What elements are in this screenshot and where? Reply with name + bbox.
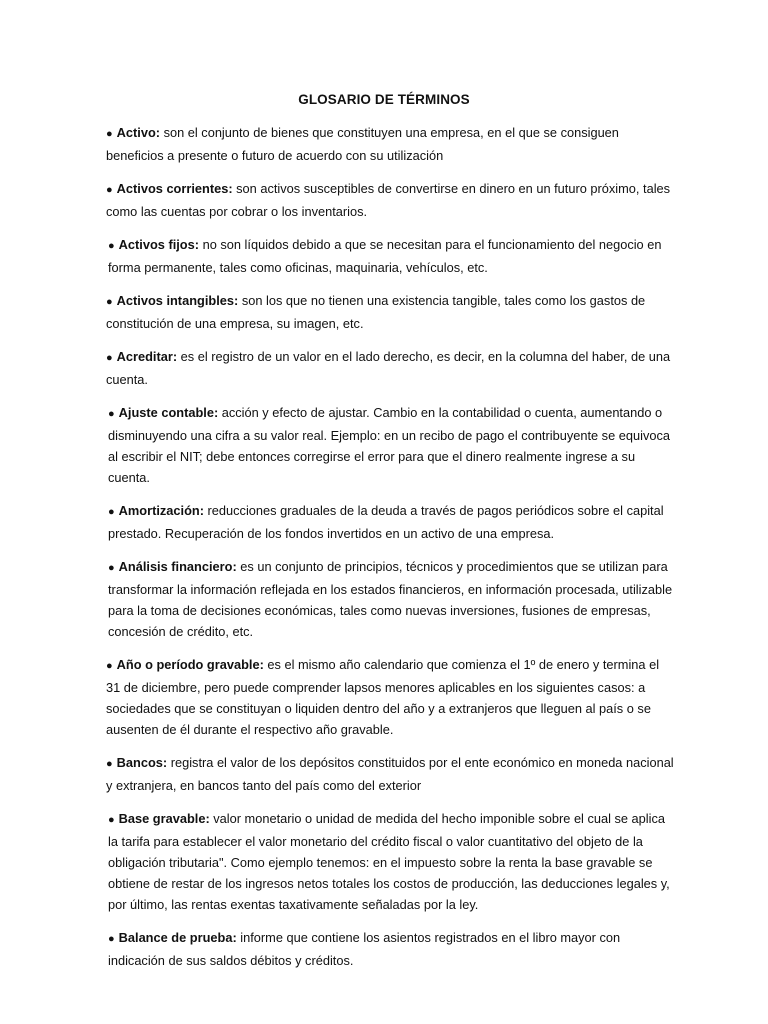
glossary-definition: es el registro de un valor en el lado derecho, es decir, en la columna del haber, de una cuenta. [106, 349, 671, 387]
glossary-entry [106, 752, 676, 796]
bullet-icon: ● [108, 814, 115, 826]
glossary-term: Balance de prueba: [118, 930, 237, 945]
glossary-term: Amortización: [118, 503, 204, 518]
glossary-definition: informe que contiene los asientos registrados en el libro mayor con indicación de sus saldos débitos y créditos. [108, 930, 621, 968]
glossary-entry [106, 178, 676, 222]
bullet-icon: ● [108, 562, 115, 574]
glossary-definition: son el conjunto de bienes que constituyen una empresa, en el que se consiguen beneficios a presente o futuro de acuerdo con su utilización [106, 125, 619, 163]
glossary-term: Análisis financiero: [118, 559, 237, 574]
bullet-icon: ● [108, 506, 115, 518]
glossary-entry [106, 290, 676, 334]
glossary-definition: no son líquidos debido a que se necesitan para el funcionamiento del negocio en forma permanente, tales como oficinas, maquinaria, vehículos, etc. [108, 237, 662, 275]
glossary-definition: registra el valor de los depósitos constituidos por el ente económico en moneda nacional y extranjera, en bancos tanto del país como del exterior [106, 755, 674, 793]
glossary-entry [106, 654, 676, 740]
glossary-definition: acción y efecto de ajustar. Cambio en la contabilidad o cuenta, aumentando o disminuyendo una cifra a su valor real. Ejemplo: en un recibo de pago el contribuyente se equivoca al escribir el NIT; debe entonces corregirse el error para que el dinero realmente ingrese a su cuenta. [108, 405, 670, 485]
glossary-term: Acreditar: [116, 349, 178, 364]
bullet-icon: ● [108, 933, 115, 945]
bullet-icon: ● [106, 296, 113, 308]
glossary-definition: son los que no tienen una existencia tangible, tales como los gastos de constitución de una empresa, su imagen, etc. [106, 293, 646, 331]
glossary-entry [106, 927, 676, 971]
glossary-entry [106, 808, 676, 915]
glossary-entry [106, 346, 676, 390]
glossary-entry [106, 402, 676, 488]
bullet-icon: ● [106, 184, 113, 196]
bullet-icon: ● [106, 758, 113, 770]
glossary-term: Base gravable: [118, 811, 210, 826]
glossary-definition: es un conjunto de principios, técnicos y procedimientos que se utilizan para transformar la información reflejada en los estados financieros, en información procesada, utilizable para la toma de decisiones económicas, tales como nuevas inversiones, fusiones de empresas, concesión de crédito, etc. [108, 559, 673, 639]
glossary-definition: es el mismo año calendario que comienza el 1º de enero y termina el 31 de diciembre, pero puede comprender lapsos menores aplicables en los siguientes casos: a sociedades que se constituyan o liquiden dentro del año y a extranjeros que lleguen al país o se ausenten de él durante el respectivo año gravable. [106, 657, 660, 737]
glossary-entry [106, 556, 676, 642]
bullet-icon: ● [106, 660, 113, 672]
glossary-entry [106, 234, 676, 278]
document-title: GLOSARIO DE TÉRMINOS [298, 92, 470, 107]
glossary-definition: valor monetario o unidad de medida del hecho imponible sobre el cual se aplica la tarifa para establecer el valor monetario del crédito fiscal o valor cuantitativo del objeto de la obligación tributaria". Como ejemplo tenemos: en el impuesto sobre la renta la base gravable se obtiene de restar de los ingresos netos totales los costos de producción, las deducciones legales y, por último, las rentas exentas taxativamente señaladas por la ley. [108, 811, 670, 912]
bullet-icon: ● [108, 240, 115, 252]
glossary-entry [106, 122, 676, 166]
bullet-icon: ● [106, 128, 113, 140]
glossary-term: Activos corrientes: [116, 181, 233, 196]
glossary-term: Año o período gravable: [116, 657, 264, 672]
glossary-term: Activos intangibles: [116, 293, 239, 308]
glossary-term: Bancos: [116, 755, 168, 770]
glossary-term: Activos fijos: [118, 237, 200, 252]
glossary-list [106, 122, 676, 983]
glossary-term: Activo: [116, 125, 161, 140]
glossary-term: Ajuste contable: [118, 405, 219, 420]
glossary-definition: son activos susceptibles de convertirse en dinero en un futuro próximo, tales como las cuentas por cobrar o los inventarios. [106, 181, 671, 219]
glossary-entry [106, 500, 676, 544]
glossary-definition: reducciones graduales de la deuda a través de pagos periódicos sobre el capital prestado. Recuperación de los fondos invertidos en un activo de una empresa. [108, 503, 664, 541]
bullet-icon: ● [106, 352, 113, 364]
bullet-icon: ● [108, 408, 115, 420]
